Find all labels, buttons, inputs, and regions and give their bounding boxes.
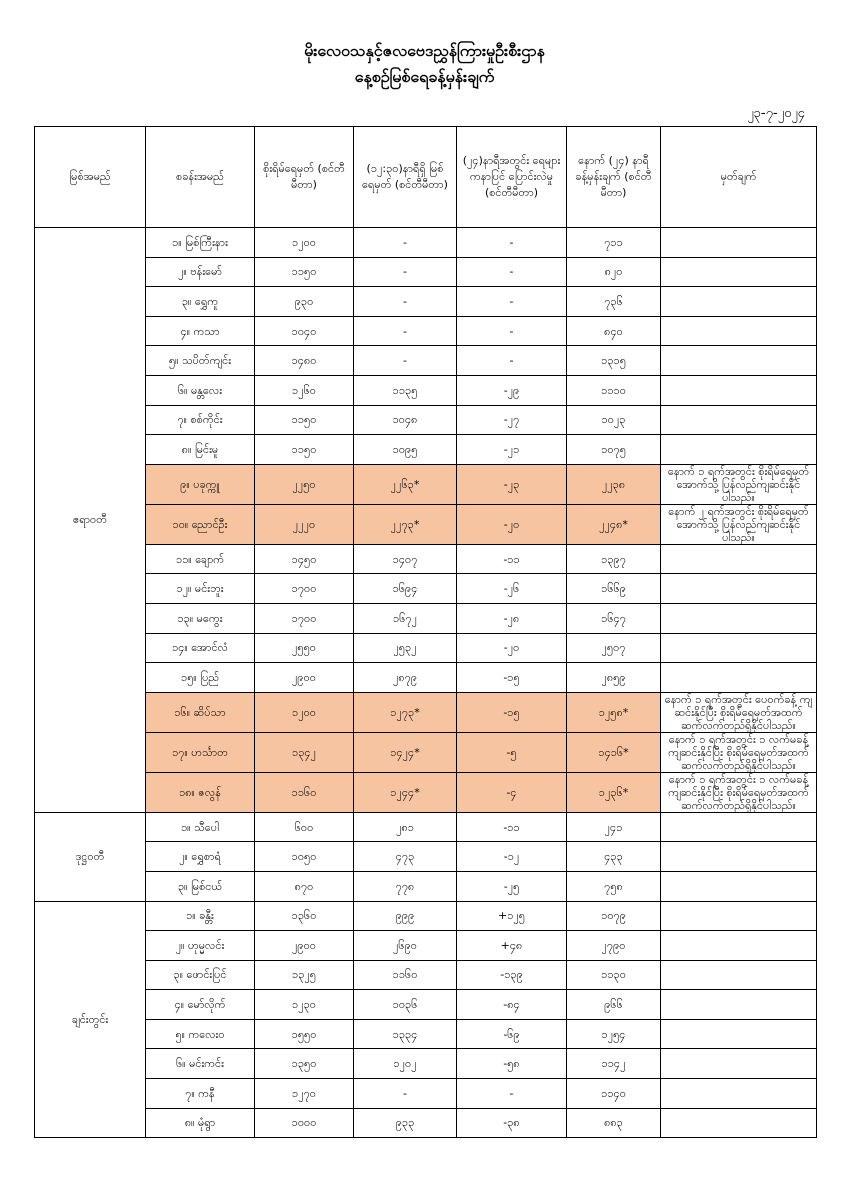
forecast-level: ၉၆၆ (567, 990, 661, 1020)
department-title: မိုးလေဝသနှင့်ဇလဗေဒညွှန်ကြားမှုဦးစီးဌာန (304, 41, 545, 60)
station-name: ၁၁။ ချောက် (146, 544, 255, 574)
remark-text: နောက် ၁ ရက်အတွင်း စိုးရိမ်ရေမှတ်အောက်သို့ ပြန်လည်ကျဆင်းနိုင်ပါသည်။ (661, 464, 817, 504)
forecast-level: ၁၁၄၀ (567, 1079, 661, 1109)
table-row (35, 435, 817, 465)
remark-text (661, 574, 817, 604)
level-change: -၂၁ (457, 435, 567, 465)
danger-level: ၂၅၅၀ (255, 633, 354, 663)
remark-text (661, 990, 817, 1020)
danger-level: ၁၂၀၀ (255, 692, 354, 732)
station-name: ၉။ ပခုက္ကူ (146, 464, 255, 504)
current-level: ၂၂၆၃* (354, 464, 457, 504)
remark-text (661, 435, 817, 465)
forecast-level: ၂၇၉၀ (567, 931, 661, 961)
remark-text (661, 901, 817, 931)
table-row (35, 663, 817, 693)
remark-text (661, 405, 817, 435)
danger-level: ၁၀၅၀ (255, 842, 354, 872)
remark-text (661, 663, 817, 693)
danger-level: ၁၁၆၀ (255, 772, 354, 812)
danger-level: ၂၂၂၀ (255, 504, 354, 544)
danger-level: ၁၄၈၀ (255, 346, 354, 376)
station-name: ၈။ မုံရွာ (146, 1108, 255, 1138)
forecast-level: ၁၃၁၅ (567, 346, 661, 376)
danger-level: ၁၃၂၅ (255, 960, 354, 990)
forecast-level: ၁၁၄၂ (567, 1049, 661, 1079)
remark-text (661, 1108, 817, 1138)
current-level: ၁၂၀၂ (354, 1049, 457, 1079)
danger-level: ၁၁၅၀ (255, 257, 354, 287)
danger-level: ၁၂၆၀ (255, 375, 354, 405)
table-row (35, 931, 817, 961)
table-row (35, 692, 817, 732)
remark-text (661, 316, 817, 346)
column-header-station: စခန်းအမည် (146, 127, 255, 228)
danger-level: ၁၀၀၀ (255, 1108, 354, 1138)
level-change: -၁၂ (457, 842, 567, 872)
forecast-level: ၁၃၉၇ (567, 544, 661, 574)
current-level: - (354, 257, 457, 287)
remark-text: နောက် ၁ ရက်အတွင်း ပေ၀က်ခန့် ကျဆင်းနိုင်ပြီး စိုးရိမ်ရေမှတ်အထက်ဆက်လက်တည်ရှိနိုင်ပါသည်။ (661, 692, 817, 732)
level-change: - (457, 1079, 567, 1109)
current-level: ၂၅၃၂ (354, 633, 457, 663)
danger-level: ၁၃၅၀ (255, 1049, 354, 1079)
current-level: ၁၂၇၃* (354, 692, 457, 732)
current-level: ၂၆၉၀ (354, 931, 457, 961)
column-header-change: (၂၄)နာရီအတွင်း ရေများကနာပြင် ပြောင်းလဲမှု (စင်တီမီတာ) (457, 127, 567, 228)
remark-text (661, 960, 817, 990)
level-change: -၂၃ (457, 464, 567, 504)
station-name: ၃။ ရွှေကူ (146, 287, 255, 317)
forecast-level: ၂၂၃၈ (567, 464, 661, 504)
forecast-level: ၈၈၃ (567, 1108, 661, 1138)
level-change: -၁၁ (457, 544, 567, 574)
column-header-current-level: (၁၂:၃၀)နာရီရှိ မြစ်ရေမှတ် (စင်တီမီတာ) (354, 127, 457, 228)
level-change: -၆၉ (457, 1019, 567, 1049)
danger-level: ၂၉၀၀ (255, 931, 354, 961)
danger-level: ၁၁၅၀ (255, 405, 354, 435)
current-level: ၂၂၇၃* (354, 504, 457, 544)
forecast-level: ၄၃၃ (567, 842, 661, 872)
remark-text (661, 931, 817, 961)
table-row (35, 287, 817, 317)
current-level: ၄၇၃ (354, 842, 457, 872)
danger-level: ၁၃၄၂ (255, 732, 354, 772)
forecast-level: ၂၅၀၇ (567, 633, 661, 663)
current-level: ၂၈၇၉ (354, 663, 457, 693)
station-name: ၁၄။ အောင်လံ (146, 633, 255, 663)
forecast-level: ၁၀၇၅ (567, 435, 661, 465)
remark-text (661, 228, 817, 258)
danger-level: ၉၃၀ (255, 287, 354, 317)
table-row (35, 375, 817, 405)
table-row (35, 1019, 817, 1049)
station-name: ၁၆။ ဆိပ်သာ (146, 692, 255, 732)
forecast-level: ၇၁၁ (567, 228, 661, 258)
station-name: ၄။ မော်လိုက် (146, 990, 255, 1020)
table-row (35, 504, 817, 544)
column-header-remark: မှတ်ချက် (661, 127, 817, 228)
forecast-level: ၇၃၆ (567, 287, 661, 317)
forecast-level: ၁၀၂၃ (567, 405, 661, 435)
station-name: ၁၂။ မင်းဘူး (146, 574, 255, 604)
station-name: ၂။ ဟုမ္မလင်း (146, 931, 255, 961)
table-header-row (35, 127, 817, 228)
forecast-level: ၂၈၅၉ (567, 663, 661, 693)
station-name: ၁။ သီပေါ (146, 812, 255, 842)
current-level: ၁၀၃၆ (354, 990, 457, 1020)
forecast-level: ၈၄၀ (567, 316, 661, 346)
level-change: - (457, 287, 567, 317)
remark-text (661, 812, 817, 842)
station-name: ၁။ မြစ်ကြီးနား (146, 228, 255, 258)
station-name: ၁၇။ ဟင်္သာတ (146, 732, 255, 772)
level-change: -၂၉ (457, 375, 567, 405)
station-name: ၇။ ကနီ (146, 1079, 255, 1109)
current-level: ၁၀၉၅ (354, 435, 457, 465)
remark-text (661, 1079, 817, 1109)
station-name: ၃။ ဖောင်းပြင် (146, 960, 255, 990)
station-name: ၇။ စစ်ကိုင်း (146, 405, 255, 435)
current-level: ၁၂၄၄* (354, 772, 457, 812)
forecast-level: ၈၂၀ (567, 257, 661, 287)
table-body (35, 228, 817, 1138)
current-level: - (354, 346, 457, 376)
level-change: -၂၈ (457, 603, 567, 633)
station-name: ၁၃။ မကွေး (146, 603, 255, 633)
danger-level: ၁၇၀၀ (255, 603, 354, 633)
table-row (35, 228, 817, 258)
station-name: ၁။ ခန္တီး (146, 901, 255, 931)
level-change: -၁၅ (457, 692, 567, 732)
current-level: - (354, 287, 457, 317)
remark-text (661, 1019, 817, 1049)
level-change: - (457, 346, 567, 376)
current-level: - (354, 1079, 457, 1109)
forecast-table (34, 126, 817, 1138)
station-name: ၆။ မင်းကင်း (146, 1049, 255, 1079)
table-row (35, 812, 817, 842)
current-level: ၁၆၉၄ (354, 574, 457, 604)
remark-text (661, 871, 817, 901)
station-name: ၁၀။ ညောင်ဦး (146, 504, 255, 544)
table-row (35, 464, 817, 504)
level-change: -၃၈ (457, 1108, 567, 1138)
river-name: ဒုဋ္ဌဝတီ (35, 812, 146, 901)
remark-text: နောက် ၁ ရက်အတွင်း ၁ လက်မခန့် ကျဆင်းနိုင်ပြီး စိုးရိမ်ရေမှတ်အထက်ဆက်လက်တည်ရှိနိုင်ပါသည်။ (661, 772, 817, 812)
station-name: ၈။ မြင်းမူ (146, 435, 255, 465)
level-change: -၁၃၉ (457, 960, 567, 990)
level-change: - (457, 228, 567, 258)
station-name: ၆။ မန္တလေး (146, 375, 255, 405)
remark-text (661, 257, 817, 287)
river-name: ချင်းတွင်း (35, 901, 146, 1138)
forecast-level: ၂၄၁ (567, 812, 661, 842)
forecast-level: ၁၆၄၇ (567, 603, 661, 633)
forecast-level: ၂၂၄၈* (567, 504, 661, 544)
station-name: ၃။ မြစ်ငယ် (146, 871, 255, 901)
report-title: နေ့စဉ်မြစ်ရေခန့်မှန်းချက် (354, 67, 495, 86)
forecast-level: ၁၁၁၀ (567, 375, 661, 405)
column-header-river: မြစ်အမည် (35, 127, 146, 228)
table-row (35, 633, 817, 663)
remark-text: နောက် ၁ ရက်အတွင်း ၁ လက်မခန့် ကျဆင်းနိုင်ပြီး စိုးရိမ်ရေမှတ်အထက်ဆက်လက်တည်ရှိနိုင်ပါသည်။ (661, 732, 817, 772)
danger-level: ၁၂၃၀ (255, 990, 354, 1020)
column-header-forecast: နောက် (၂၄) နာရီ ခန့်မှန်းချက် (စင်တီမီတာ) (567, 127, 661, 228)
level-change: -၂၀ (457, 633, 567, 663)
remark-text (661, 544, 817, 574)
station-name: ၂။ ဗန်းမော် (146, 257, 255, 287)
river-name: ဧရာဝတီ (35, 228, 146, 813)
current-level: - (354, 228, 457, 258)
table-row (35, 574, 817, 604)
remark-text (661, 842, 817, 872)
station-name: ၅။ ကလေးဝ (146, 1019, 255, 1049)
table-row (35, 316, 817, 346)
level-change: +၁၂၅ (457, 901, 567, 931)
danger-level: ၁၄၅၀ (255, 544, 354, 574)
forecast-level: ၁၄၁၆* (567, 732, 661, 772)
table-row (35, 1049, 817, 1079)
level-change: -၄ (457, 772, 567, 812)
forecast-level: ၁၆၆၉ (567, 574, 661, 604)
danger-level: ၈၇၀ (255, 871, 354, 901)
danger-level: ၁၃၆၀ (255, 901, 354, 931)
table-row (35, 1079, 817, 1109)
remark-text (661, 603, 817, 633)
current-level: ၁၃၃၄ (354, 1019, 457, 1049)
danger-level: ၂၂၅၀ (255, 464, 354, 504)
remark-text (661, 346, 817, 376)
remark-text: နောက် ၂ ရက်အတွင်း စိုးရိမ်ရေမှတ်အောက်သို့ ပြန်လည်ကျဆင်းနိုင်ပါသည်။ (661, 504, 817, 544)
table-row (35, 1108, 817, 1138)
danger-level: ၆၀၀ (255, 812, 354, 842)
column-header-danger-level: စိုးရိမ်ရေမှတ် (စင်တီမီတာ) (255, 127, 354, 228)
current-level: ၉၉၉ (354, 901, 457, 931)
current-level: ၂၈၁ (354, 812, 457, 842)
forecast-level: ၁၂၅၈* (567, 692, 661, 732)
level-change: - (457, 316, 567, 346)
forecast-level: ၁၂၃၆* (567, 772, 661, 812)
level-change: -၅၈ (457, 1049, 567, 1079)
current-level: ၁၀၄၈ (354, 405, 457, 435)
station-name: ၄။ ကသာ (146, 316, 255, 346)
forecast-level: ၁၁၃၀ (567, 960, 661, 990)
table-row (35, 346, 817, 376)
table-row (35, 871, 817, 901)
level-change: -၁၅ (457, 663, 567, 693)
forecast-level: ၁၂၅၄ (567, 1019, 661, 1049)
danger-level: ၁၂၀၀ (255, 228, 354, 258)
danger-level: ၁၇၀၀ (255, 574, 354, 604)
danger-level: ၁၅၅၀ (255, 1019, 354, 1049)
level-change: -၂၀ (457, 504, 567, 544)
table-row (35, 257, 817, 287)
danger-level: ၁၀၄၀ (255, 316, 354, 346)
danger-level: ၁၂၇၀ (255, 1079, 354, 1109)
danger-level: ၁၁၅၀ (255, 435, 354, 465)
current-level: ၁၁၃၅ (354, 375, 457, 405)
current-level: ၉၃၃ (354, 1108, 457, 1138)
level-change: +၄၈ (457, 931, 567, 961)
station-name: ၅။ သပိတ်ကျင်း (146, 346, 255, 376)
level-change: -၁၁ (457, 812, 567, 842)
level-change: -၈၄ (457, 990, 567, 1020)
table-row (35, 544, 817, 574)
table-row (35, 842, 817, 872)
remark-text (661, 633, 817, 663)
table-row (35, 772, 817, 812)
current-level: ၁၄၀၇ (354, 544, 457, 574)
level-change: -၅ (457, 732, 567, 772)
table-row (35, 960, 817, 990)
remark-text (661, 1049, 817, 1079)
current-level: ၇၇၈ (354, 871, 457, 901)
station-name: ၁၈။ ဇလွန် (146, 772, 255, 812)
current-level: ၁၁၆၀ (354, 960, 457, 990)
remark-text (661, 375, 817, 405)
report-date: ၂၃-၇-၂၀၂၄ (747, 106, 805, 121)
danger-level: ၂၉၀၀ (255, 663, 354, 693)
current-level: ၁၆၇၂ (354, 603, 457, 633)
table-row (35, 990, 817, 1020)
remark-text (661, 287, 817, 317)
table-row (35, 732, 817, 772)
level-change: -၂၅ (457, 871, 567, 901)
station-name: ၂။ ရွှေစာရံ (146, 842, 255, 872)
station-name: ၁၅။ ပြည် (146, 663, 255, 693)
current-level: ၁၄၂၄* (354, 732, 457, 772)
forecast-level: ၁၀၇၉ (567, 901, 661, 931)
table-row (35, 405, 817, 435)
forecast-level: ၇၅၈ (567, 871, 661, 901)
level-change: -၂၆ (457, 574, 567, 604)
level-change: -၂၇ (457, 405, 567, 435)
table-row (35, 603, 817, 633)
document-header (0, 38, 849, 90)
current-level: - (354, 316, 457, 346)
table-row (35, 901, 817, 931)
level-change: - (457, 257, 567, 287)
